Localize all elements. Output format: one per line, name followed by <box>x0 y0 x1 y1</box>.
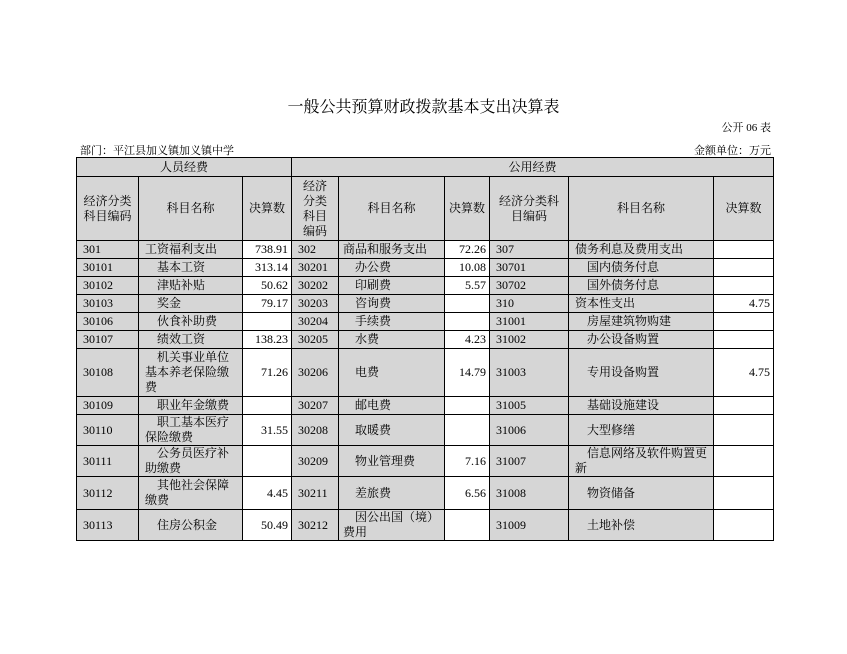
code-cell: 31007 <box>490 446 569 477</box>
code-cell: 302 <box>292 241 339 259</box>
code-cell: 30103 <box>77 295 139 313</box>
item-name-cell: 物业管理费 <box>339 446 445 477</box>
amount-cell <box>243 397 292 415</box>
code-cell: 301 <box>77 241 139 259</box>
item-name-cell: 基础设施建设 <box>569 397 714 415</box>
item-name-cell: 债务利息及费用支出 <box>569 241 714 259</box>
amount-cell: 79.17 <box>243 295 292 313</box>
item-name-cell: 邮电费 <box>339 397 445 415</box>
amount-cell: 4.45 <box>243 477 292 510</box>
amount-cell <box>714 477 774 510</box>
amount-cell: 10.08 <box>445 259 490 277</box>
code-cell: 30112 <box>77 477 139 510</box>
table-row <box>77 241 774 259</box>
amount-cell <box>243 313 292 331</box>
amount-cell: 7.16 <box>445 446 490 477</box>
group-header-row <box>77 158 774 177</box>
item-name-cell: 资本性支出 <box>569 295 714 313</box>
item-name-cell: 国外债务付息 <box>569 277 714 295</box>
code-cell: 30207 <box>292 397 339 415</box>
item-name-cell: 机关事业单位基本养老保险缴费 <box>139 349 243 397</box>
code-cell: 30204 <box>292 313 339 331</box>
amount-cell: 71.26 <box>243 349 292 397</box>
code-cell: 30102 <box>77 277 139 295</box>
amount-cell <box>714 415 774 446</box>
amount-cell <box>714 277 774 295</box>
amount-cell: 138.23 <box>243 331 292 349</box>
item-name-cell: 房屋建筑物购建 <box>569 313 714 331</box>
table-row <box>77 331 774 349</box>
item-name-cell: 工资福利支出 <box>139 241 243 259</box>
amount-cell <box>714 313 774 331</box>
amount-cell: 738.91 <box>243 241 292 259</box>
table-row <box>77 397 774 415</box>
code-cell: 30201 <box>292 259 339 277</box>
item-name-cell: 物资储备 <box>569 477 714 510</box>
column-header-name: 科目名称 <box>569 177 714 241</box>
table-row <box>77 259 774 277</box>
group-header-public: 公用经费 <box>292 158 774 177</box>
column-header-amount: 决算数 <box>714 177 774 241</box>
amount-cell <box>714 259 774 277</box>
amount-cell: 50.49 <box>243 510 292 541</box>
code-cell: 31009 <box>490 510 569 541</box>
column-header-row <box>77 177 774 241</box>
amount-cell <box>445 313 490 331</box>
code-cell: 30110 <box>77 415 139 446</box>
table-row <box>77 313 774 331</box>
item-name-cell: 大型修缮 <box>569 415 714 446</box>
table-row <box>77 415 774 446</box>
form-number: 公开 06 表 <box>721 122 771 134</box>
code-cell: 30203 <box>292 295 339 313</box>
code-cell: 31001 <box>490 313 569 331</box>
group-header-personnel: 人员经费 <box>77 158 292 177</box>
amount-cell: 14.79 <box>445 349 490 397</box>
item-name-cell: 信息网络及软件购置更新 <box>569 446 714 477</box>
amount-cell: 31.55 <box>243 415 292 446</box>
item-name-cell: 国内债务付息 <box>569 259 714 277</box>
item-name-cell: 因公出国（境）费用 <box>339 510 445 541</box>
item-name-cell: 差旅费 <box>339 477 445 510</box>
code-cell: 31005 <box>490 397 569 415</box>
code-cell: 30111 <box>77 446 139 477</box>
code-cell: 30205 <box>292 331 339 349</box>
item-name-cell: 专用设备购置 <box>569 349 714 397</box>
code-cell: 30206 <box>292 349 339 397</box>
table-row <box>77 349 774 397</box>
column-header-code: 经济分类科目编码 <box>490 177 569 241</box>
code-cell: 30202 <box>292 277 339 295</box>
table-row <box>77 446 774 477</box>
item-name-cell: 土地补偿 <box>569 510 714 541</box>
column-header-code: 经济分类科目编码 <box>77 177 139 241</box>
code-cell: 307 <box>490 241 569 259</box>
code-cell: 31002 <box>490 331 569 349</box>
code-cell: 30211 <box>292 477 339 510</box>
amount-cell: 313.14 <box>243 259 292 277</box>
amount-cell: 5.57 <box>445 277 490 295</box>
item-name-cell: 印刷费 <box>339 277 445 295</box>
amount-cell: 6.56 <box>445 477 490 510</box>
table-row <box>77 477 774 510</box>
item-name-cell: 基本工资 <box>139 259 243 277</box>
amount-cell: 4.23 <box>445 331 490 349</box>
amount-cell <box>445 415 490 446</box>
amount-cell: 72.26 <box>445 241 490 259</box>
code-cell: 30701 <box>490 259 569 277</box>
amount-cell <box>714 397 774 415</box>
code-cell: 30107 <box>77 331 139 349</box>
column-header-amount: 决算数 <box>445 177 490 241</box>
item-name-cell: 手续费 <box>339 313 445 331</box>
item-name-cell: 取暖费 <box>339 415 445 446</box>
column-header-name: 科目名称 <box>339 177 445 241</box>
amount-cell <box>445 295 490 313</box>
code-cell: 30113 <box>77 510 139 541</box>
code-cell: 30101 <box>77 259 139 277</box>
table-row <box>77 295 774 313</box>
amount-cell <box>714 510 774 541</box>
item-name-cell: 住房公积金 <box>139 510 243 541</box>
item-name-cell: 咨询费 <box>339 295 445 313</box>
item-name-cell: 商品和服务支出 <box>339 241 445 259</box>
item-name-cell: 办公费 <box>339 259 445 277</box>
budget-table <box>76 157 774 541</box>
amount-cell <box>714 331 774 349</box>
code-cell: 310 <box>490 295 569 313</box>
item-name-cell: 职业年金缴费 <box>139 397 243 415</box>
amount-unit-label: 金额单位：万元 <box>694 145 771 157</box>
code-cell: 30209 <box>292 446 339 477</box>
item-name-cell: 伙食补助费 <box>139 313 243 331</box>
page-title: 一般公共预算财政拨款基本支出决算表 <box>287 99 560 116</box>
table-row <box>77 510 774 541</box>
table-row <box>77 277 774 295</box>
department-label: 部门：平江县加义镇加义镇中学 <box>80 145 234 157</box>
amount-cell <box>445 397 490 415</box>
amount-cell: 4.75 <box>714 295 774 313</box>
item-name-cell: 其他社会保障缴费 <box>139 477 243 510</box>
amount-cell: 4.75 <box>714 349 774 397</box>
code-cell: 31003 <box>490 349 569 397</box>
amount-cell <box>714 241 774 259</box>
item-name-cell: 职工基本医疗保险缴费 <box>139 415 243 446</box>
code-cell: 30106 <box>77 313 139 331</box>
column-header-name: 科目名称 <box>139 177 243 241</box>
item-name-cell: 津贴补贴 <box>139 277 243 295</box>
code-cell: 30109 <box>77 397 139 415</box>
column-header-amount: 决算数 <box>243 177 292 241</box>
item-name-cell: 办公设备购置 <box>569 331 714 349</box>
code-cell: 31008 <box>490 477 569 510</box>
code-cell: 30208 <box>292 415 339 446</box>
item-name-cell: 奖金 <box>139 295 243 313</box>
amount-cell: 50.62 <box>243 277 292 295</box>
code-cell: 30702 <box>490 277 569 295</box>
code-cell: 30108 <box>77 349 139 397</box>
amount-cell <box>445 510 490 541</box>
code-cell: 30212 <box>292 510 339 541</box>
item-name-cell: 水费 <box>339 331 445 349</box>
item-name-cell: 绩效工资 <box>139 331 243 349</box>
item-name-cell: 电费 <box>339 349 445 397</box>
amount-cell <box>714 446 774 477</box>
column-header-code: 经济分类科目编码 <box>292 177 339 241</box>
code-cell: 31006 <box>490 415 569 446</box>
amount-cell <box>243 446 292 477</box>
item-name-cell: 公务员医疗补助缴费 <box>139 446 243 477</box>
